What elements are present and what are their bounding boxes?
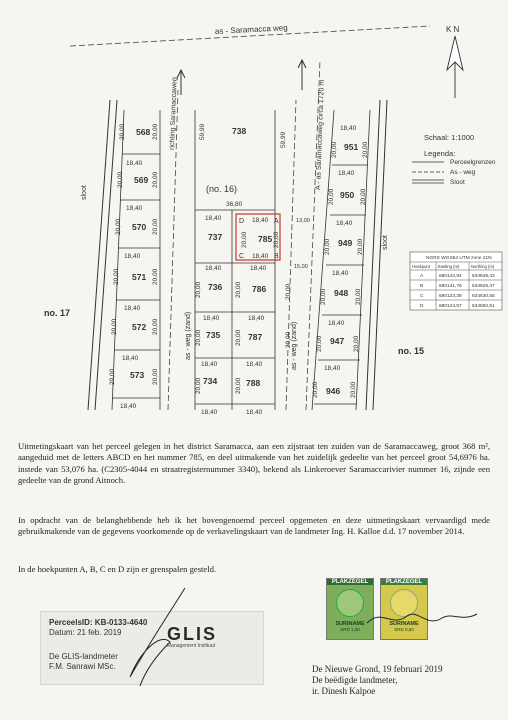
neighbor-no-17: no. 17: [44, 308, 71, 318]
depth-label: 20,00: [285, 283, 292, 300]
north-arrow-icon: [447, 36, 463, 98]
depth-label: 20,00: [152, 268, 159, 285]
width-label: 18,40: [122, 355, 139, 362]
dim-5999-left: 59,99: [199, 123, 206, 140]
width-label: 18,40: [126, 205, 143, 212]
depth-label: 20,00: [235, 377, 242, 394]
width-label: 18,40: [248, 315, 265, 322]
road-right-vert-label: A - as Saramaccaweg circa 1720 m: [315, 79, 326, 191]
width-label: 18,40: [201, 409, 218, 416]
table-title: NGRS WGS84 UTM zone 21N: [426, 256, 492, 261]
sloot-right-label: sloot: [382, 235, 389, 250]
lot-787: 787: [248, 332, 263, 342]
commission-paragraph: In opdracht van de belanghebbende heb ik het bovengenoemd perceel opgemeten en deze uitmetingskaart vervaardigd mede gebruikmakende van de gegevens voorkomende op de verkavelingskaart van de landmeter Ing. H. Kalloe d.d. 17 november 2014.: [18, 515, 490, 537]
lot-788: 788: [246, 378, 261, 388]
depth-label: 20,00: [357, 238, 364, 255]
signoff-role: De beëdigde landmeter,: [312, 675, 398, 685]
dim-1300: 13,00: [296, 218, 310, 224]
stamp-label-bottom: SURINAME: [389, 621, 419, 627]
depth-label: 20,00: [316, 335, 323, 352]
perceel-id: PerceelsID: KB-0133-4640: [49, 618, 148, 627]
depth-label: 20,00: [324, 238, 331, 255]
width-label: 18,40: [252, 253, 269, 260]
lot-947: 947: [330, 336, 345, 346]
depth-label: 20,00: [117, 171, 124, 188]
table-cell: B: [420, 284, 424, 289]
depth-label: 20,00: [285, 331, 292, 348]
lot-948: 948: [334, 288, 349, 298]
depth-label: 20,00: [350, 381, 357, 398]
depth-label: 20,00: [362, 141, 369, 158]
width-label: 18,40: [126, 160, 143, 167]
table-cell: C: [420, 294, 424, 299]
corner-d: D: [239, 218, 245, 225]
depth-label: 20,00: [119, 123, 126, 140]
depth-label: 20,00: [355, 288, 362, 305]
lot-737: 737: [208, 232, 223, 242]
table-header: Northing (m): [471, 264, 495, 269]
neighbor-no-15: no. 15: [398, 346, 425, 356]
depth-label: 20,00: [331, 141, 338, 158]
stamp-emblem-icon: [336, 589, 364, 617]
table-cell: 634630,55: [472, 294, 495, 299]
lot-950: 950: [340, 190, 355, 200]
width-label: 18,40: [252, 217, 269, 224]
table-header: Easting (m): [438, 264, 460, 269]
table-header: Hoekpunt: [412, 264, 430, 269]
depth-label: 20,00: [109, 368, 116, 385]
depth-label: 20,00: [273, 231, 280, 248]
width-label: 18,40: [205, 215, 222, 222]
depth-label: 20,00: [312, 381, 319, 398]
table-cell: 680123,39: [439, 294, 462, 299]
lot-573: 573: [130, 370, 145, 380]
description-paragraph: Uitmetingskaart van het perceel gelegen in het district Saramacca, aan een zijstraat ten zuiden van de Saramaccaweg, groot 368 m², aangeduid met de letters ABCD en het nummer 785, en deel uitmakende van het zuidelijk gedeelte van het perceel groot 54,6976 ha. instede van 53,076 ha. (C2305-4044 en straatregisternummer 3340), bekend als Linkeroever Saramaccarivier nummer 16, zijnde een gedeelte van de grond Aitnoch.: [18, 441, 490, 486]
signature-glis: [110, 582, 200, 692]
width-label: 18,40: [201, 361, 218, 368]
table-cell: 680142,94: [439, 274, 462, 279]
north-label: K N: [446, 25, 460, 34]
depth-label: 20,00: [195, 281, 202, 298]
lot-951: 951: [344, 142, 359, 152]
boundary-posts-paragraph: In de hoekpunten A, B, C en D zijn er grenspalen gesteld.: [18, 564, 217, 574]
depth-label: 20,00: [152, 218, 159, 235]
width-label: 18,40: [332, 270, 349, 277]
corner-b: B: [274, 253, 279, 260]
table-cell: A: [420, 274, 424, 279]
stamp-value: SRD 0,50: [394, 627, 414, 632]
stamp-label-top: PLAKZEGEL: [327, 579, 373, 585]
stamp-label-bottom: SURINAME: [335, 621, 365, 627]
corner-a: A: [274, 218, 279, 225]
lot-568: 568: [136, 127, 151, 137]
depth-label: 20,00: [152, 318, 159, 335]
depth-label: 20,00: [113, 268, 120, 285]
signature-landmeter: [362, 598, 482, 638]
depth-label: 20,00: [328, 188, 335, 205]
lot-736: 736: [208, 282, 223, 292]
stamp-label-top: PLAKZEGEL: [381, 579, 427, 585]
signoff-place-date: De Nieuwe Grond, 19 februari 2019: [312, 664, 443, 674]
lot-785: 785: [258, 234, 273, 244]
lot-569: 569: [134, 175, 149, 185]
width-label: 18,40: [246, 361, 263, 368]
lot-949: 949: [338, 238, 353, 248]
legend-title: Legenda:: [424, 149, 456, 158]
table-cell: 680141,76: [439, 284, 462, 289]
width-label: 18,40: [338, 170, 355, 177]
signoff-name: ir. Dinesh Kalpoe: [312, 686, 376, 696]
depth-label: 20,00: [235, 329, 242, 346]
road-inner-right-label: as - weg (zand): [291, 321, 298, 370]
depth-label: 20,00: [195, 329, 202, 346]
signoff-block: [312, 664, 442, 697]
depth-label: 20,00: [111, 318, 118, 335]
road-top-label: as - Saramacca weg: [214, 23, 288, 36]
depth-label: 20,00: [152, 368, 159, 385]
lot-946: 946: [326, 386, 341, 396]
depth-label: 20,00: [241, 231, 248, 248]
width-label: 18,40: [328, 320, 345, 327]
coordinate-table: [410, 252, 502, 310]
dim-3680: 36,80: [226, 201, 243, 208]
width-label: 18,40: [124, 253, 141, 260]
center-label: (no. 16): [206, 184, 238, 194]
stamp-date: Datum: 21 feb. 2019: [49, 628, 122, 637]
table-cell: D: [420, 304, 424, 309]
depth-label: 20,00: [195, 377, 202, 394]
dim-5999-right: 59,99: [280, 131, 287, 148]
glis-logo-text: GLIS: [167, 624, 218, 644]
lot-572: 572: [132, 322, 147, 332]
lot-570: 570: [132, 222, 147, 232]
width-label: 18,40: [324, 365, 341, 372]
width-label: 18,40: [124, 305, 141, 312]
glis-landmeter-title: De GLIS-landmeter: [49, 652, 118, 661]
arrow-up-icon: [298, 60, 306, 90]
table-cell: 634629,47: [472, 284, 495, 289]
glis-landmeter-name: F.M. Sanrawi MSc.: [49, 662, 116, 671]
table-cell: 634650,51: [472, 304, 495, 309]
width-label: 18,40: [336, 220, 353, 227]
sloot-left-label: sloot: [81, 185, 88, 200]
width-label: 18,40: [246, 409, 263, 416]
dim-1500: 15,00: [294, 264, 308, 270]
width-label: 18,40: [340, 125, 357, 132]
lot-786: 786: [252, 284, 267, 294]
table-cell: 680124,57: [439, 304, 462, 309]
road-inner-left-label: as - weg (zand): [185, 311, 192, 360]
scale-label: Schaal: 1:1000: [424, 133, 475, 142]
road-left-diag-label: richting Saramaccaweg: [169, 77, 179, 151]
depth-label: 20,00: [152, 171, 159, 188]
legend-item-sloot: Sloot: [450, 179, 465, 186]
depth-label: 20,00: [360, 188, 367, 205]
depth-label: 20,00: [235, 281, 242, 298]
glis-logo-sub: Management Instituut: [167, 643, 216, 649]
width-label: 18,40: [203, 315, 220, 322]
width-label: 18,40: [250, 265, 267, 272]
legend-item-as-weg: As - weg: [450, 169, 476, 176]
depth-label: 20,00: [320, 288, 327, 305]
lot-571: 571: [132, 272, 147, 282]
lot-735: 735: [206, 330, 221, 340]
depth-label: 20,00: [152, 123, 159, 140]
depth-label: 20,00: [353, 335, 360, 352]
lot-734: 734: [203, 376, 218, 386]
depth-label: 20,00: [115, 218, 122, 235]
width-label: 18,40: [120, 403, 137, 410]
width-label: 18,40: [205, 265, 222, 272]
legend-item-perceelgrenzen: Perceelgrenzen: [450, 159, 496, 166]
table-cell: 634649,43: [472, 274, 495, 279]
lot-738: 738: [232, 126, 247, 136]
stamp-value: SRD 1,00: [340, 627, 360, 632]
corner-c: C: [239, 253, 245, 260]
